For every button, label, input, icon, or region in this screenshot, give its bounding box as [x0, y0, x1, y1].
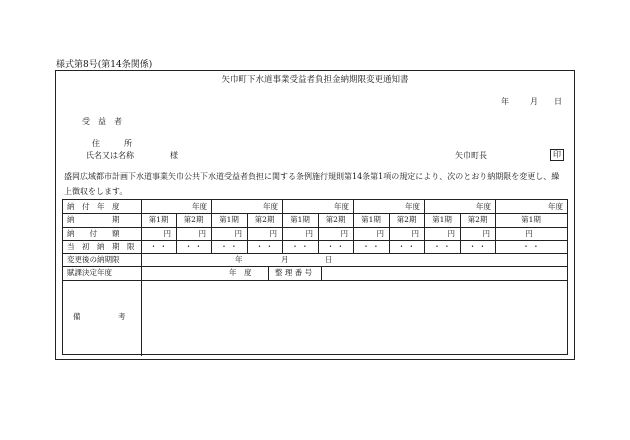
- assessment-year-cell: 年 度: [229, 268, 252, 277]
- initial-due-cell: ・ ・: [255, 242, 274, 251]
- table-column-line: [321, 266, 322, 280]
- initial-due-cell: ・ ・: [397, 242, 416, 251]
- initial-due-cell: ・ ・: [362, 242, 380, 251]
- initial-due-cell: ・ ・: [291, 242, 309, 251]
- form-title: 矢巾町下水道事業受益者負担金納期限変更通知書: [221, 75, 409, 85]
- period-label: 第1期: [432, 215, 452, 224]
- table-row-line: [63, 227, 567, 228]
- changed-due-month: 月: [281, 255, 289, 264]
- row-label-amount: 納 付 額: [67, 229, 120, 238]
- amount-cell: 円: [305, 229, 313, 238]
- date-year-label: 年: [501, 97, 509, 106]
- form-number-label: 様式第8号(第14条関係): [56, 60, 153, 70]
- period-label: 第1期: [361, 215, 381, 224]
- initial-due-cell: ・ ・: [433, 242, 451, 251]
- fiscal-year-cell: 年度: [548, 202, 563, 211]
- amount-cell: 円: [198, 229, 206, 238]
- initial-due-cell: ・ ・: [184, 242, 203, 251]
- amount-cell: 円: [376, 229, 384, 238]
- fiscal-year-cell: 年度: [263, 202, 278, 211]
- period-label: 第2期: [467, 215, 488, 224]
- table-row-line: [63, 266, 567, 267]
- period-label: 第2期: [396, 215, 417, 224]
- recipient-label: 受 益 者: [82, 117, 122, 126]
- amount-cell: 円: [340, 229, 348, 238]
- changed-due-year: 年: [235, 255, 243, 264]
- date-month-label: 月: [530, 97, 538, 106]
- initial-due-cell: ・ ・: [522, 242, 540, 251]
- table-column-line: [495, 200, 496, 253]
- issuer-name: 矢巾町長: [455, 151, 487, 160]
- reference-number-label: 整 理 番 号: [275, 268, 313, 277]
- initial-due-cell: ・ ・: [220, 242, 238, 251]
- period-label: 第1期: [219, 215, 239, 224]
- honorific-label: 様: [170, 151, 178, 160]
- initial-due-cell: ・ ・: [149, 242, 168, 251]
- initial-due-cell: ・ ・: [326, 242, 345, 251]
- period-label: 第2期: [254, 215, 275, 224]
- fiscal-year-cell: 年度: [334, 202, 349, 211]
- fiscal-year-cell: 年度: [192, 202, 207, 211]
- payment-table: [62, 199, 568, 355]
- seal-mark: 印: [550, 149, 564, 161]
- period-label: 第1期: [290, 215, 310, 224]
- table-row-line: [63, 213, 567, 214]
- amount-cell: 円: [234, 229, 242, 238]
- fiscal-year-cell: 年度: [476, 202, 491, 211]
- fiscal-year-cell: 年度: [405, 202, 420, 211]
- row-label-initial-due: 当 初 納 期 限: [67, 242, 135, 251]
- amount-cell: 円: [163, 229, 171, 238]
- amount-cell: 円: [447, 229, 455, 238]
- notice-body-text: 盛岡広域都市計画下水道事業矢巾公共下水道受益者負担に関する条例施行規則第14条第1項の規定により、次のとおり納期限を変更し、繰上徴収をします。: [64, 172, 560, 196]
- period-label: 第2期: [325, 215, 346, 224]
- table-column-line: [268, 266, 269, 280]
- address-label: 住 所: [92, 139, 132, 148]
- table-row-line: [63, 280, 567, 281]
- row-label-changed-due: 変更後の納期限: [67, 255, 120, 264]
- amount-cell: 円: [269, 229, 277, 238]
- amount-cell: 円: [525, 229, 533, 238]
- row-label-remarks: 備 考: [73, 312, 126, 321]
- period-label: 第1期: [521, 215, 541, 224]
- name-label: 氏名又は名称: [86, 151, 134, 160]
- changed-due-day: 日: [325, 255, 333, 264]
- notice-form: [55, 70, 575, 360]
- initial-due-cell: ・ ・: [468, 242, 487, 251]
- row-label-due: 納 期: [67, 215, 120, 224]
- table-row-line: [63, 240, 567, 241]
- date-day-label: 日: [554, 97, 562, 106]
- row-label-assessment-year: 賦課決定年度: [67, 268, 112, 277]
- amount-cell: 円: [411, 229, 419, 238]
- table-row-line: [63, 253, 567, 254]
- period-label: 第2期: [183, 215, 204, 224]
- period-label: 第1期: [148, 215, 169, 224]
- amount-cell: 円: [482, 229, 490, 238]
- row-label-fiscal-year: 納 付 年 度: [67, 202, 120, 211]
